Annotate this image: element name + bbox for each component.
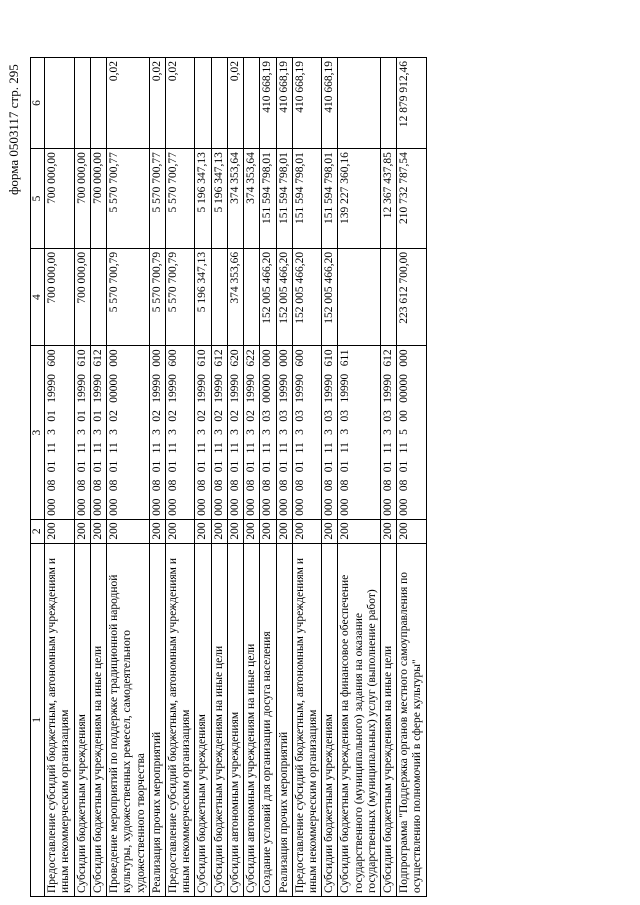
budget-code-part: 02 (212, 410, 225, 422)
budget-code-part: 000 (150, 498, 163, 516)
budget-code-part: 00000 (108, 374, 121, 403)
budget-code-part: 000 (398, 498, 411, 516)
budget-code-parts (339, 349, 352, 515)
row-budget-code (211, 346, 227, 519)
budget-code-part: 01 (108, 460, 121, 473)
budget-code-part: 620 (228, 349, 241, 367)
budget-code-part: 611 (339, 349, 352, 367)
row-executed: 5 196 347,13 (195, 149, 211, 249)
budget-code-part: 612 (91, 349, 104, 367)
budget-code-part: 01 (46, 460, 59, 473)
row-line-code: 200 (90, 519, 106, 543)
row-unexecuted (74, 58, 90, 149)
row-approved: 5 196 347,13 (195, 248, 211, 346)
budget-code-part: 01 (245, 460, 258, 473)
row-approved (90, 248, 106, 346)
row-budget-code (195, 346, 211, 519)
budget-code-part: 19990 (228, 374, 241, 403)
budget-code-part: 19990 (293, 374, 306, 403)
table-row (165, 58, 194, 897)
budget-code-part: 01 (323, 460, 336, 473)
row-unexecuted: 410 668,19 (260, 58, 276, 149)
row-name: Субсидии автономным учреждениям на иные цели (244, 543, 260, 896)
budget-code-part: 01 (75, 410, 88, 422)
budget-code-parts (108, 349, 121, 515)
row-executed: 5 570 700,77 (149, 149, 165, 249)
budget-code-part: 08 (261, 479, 274, 492)
budget-code-part: 19990 (212, 374, 225, 403)
row-name: Субсидии бюджетным учреждениям на иные цели (90, 543, 106, 896)
budget-code-parts (382, 349, 395, 515)
row-approved (338, 248, 381, 346)
row-budget-code (149, 346, 165, 519)
header-cell-3: 3 (31, 346, 45, 519)
row-line-code: 200 (74, 519, 90, 543)
budget-code-part: 11 (166, 442, 179, 454)
row-unexecuted (381, 58, 397, 149)
budget-code-part: 08 (108, 479, 121, 492)
budget-code-part: 03 (293, 410, 306, 422)
budget-code-part: 11 (228, 442, 241, 454)
row-unexecuted: 0,02 (149, 58, 165, 149)
budget-code-part: 01 (166, 460, 179, 473)
budget-code-part: 000 (277, 498, 290, 516)
row-name: Субсидии бюджетным учреждениям на финансовое обеспечение государственного (муниципального) задания на оказание государственных (муниципальных) услуг (выполнение работ) (338, 543, 381, 896)
budget-code-part: 03 (277, 410, 290, 422)
budget-code-part: 19990 (75, 374, 88, 403)
row-line-code: 200 (165, 519, 194, 543)
row-name: Реализация прочих мероприятий (276, 543, 292, 896)
budget-code-part: 000 (277, 349, 290, 367)
row-unexecuted: 0,02 (227, 58, 243, 149)
table-row (397, 58, 426, 897)
budget-code-part: 19990 (166, 374, 179, 403)
table-row (244, 58, 260, 897)
budget-code-part: 11 (323, 442, 336, 454)
budget-code-parts (92, 349, 105, 515)
budget-code-part: 11 (212, 442, 225, 454)
row-executed: 12 367 437,85 (381, 149, 397, 249)
row-budget-code (322, 346, 338, 519)
row-unexecuted (90, 58, 106, 149)
budget-code-part: 000 (261, 349, 274, 367)
budget-code-part: 19990 (150, 374, 163, 403)
budget-code-part: 3 (245, 429, 258, 435)
budget-code-part: 03 (261, 410, 274, 422)
budget-code-part: 11 (91, 442, 104, 454)
budget-code-part: 03 (323, 410, 336, 422)
row-approved: 5 570 700,79 (165, 248, 194, 346)
header-row (31, 58, 45, 897)
budget-code-part: 03 (339, 409, 352, 422)
budget-code-part: 000 (228, 498, 241, 516)
table-row (211, 58, 227, 897)
row-executed: 151 594 798,01 (276, 149, 292, 249)
row-line-code: 200 (107, 519, 150, 543)
row-line-code: 200 (322, 519, 338, 543)
budget-code-part: 600 (46, 349, 59, 367)
row-unexecuted: 0,02 (165, 58, 194, 149)
budget-code-part: 11 (277, 442, 290, 454)
budget-code-parts (167, 349, 180, 515)
budget-code-part: 610 (196, 349, 209, 367)
budget-code-part: 00 (398, 410, 411, 422)
row-unexecuted: 410 668,19 (276, 58, 292, 149)
budget-code-part: 01 (228, 460, 241, 473)
row-executed: 5 570 700,77 (165, 149, 194, 249)
budget-code-part: 000 (166, 498, 179, 516)
header-cell-5: 5 (31, 149, 45, 249)
row-unexecuted (338, 58, 381, 149)
row-name: Субсидии бюджетным учреждениям на иные цели (381, 543, 397, 896)
budget-code-part: 08 (228, 479, 241, 492)
budget-code-part: 01 (293, 460, 306, 473)
budget-code-part: 11 (108, 442, 121, 454)
row-budget-code (165, 346, 194, 519)
row-approved: 152 005 466,20 (260, 248, 276, 346)
row-approved: 5 570 700,79 (149, 248, 165, 346)
row-line-code: 200 (195, 519, 211, 543)
row-name: Проведение мероприятий по поддержке традиционной народной культуры, художественных ремесел, самодеятельного художественного творчества (107, 543, 150, 896)
row-approved: 152 005 466,20 (292, 248, 321, 346)
budget-code-part: 02 (196, 410, 209, 422)
budget-code-part: 08 (323, 479, 336, 492)
row-line-code: 200 (211, 519, 227, 543)
budget-code-part: 3 (339, 428, 352, 435)
row-budget-code (276, 346, 292, 519)
table-row (381, 58, 397, 897)
table-row (45, 58, 74, 897)
budget-code-part: 622 (245, 349, 258, 367)
row-unexecuted: 410 668,19 (322, 58, 338, 149)
row-line-code: 200 (397, 519, 426, 543)
row-budget-code (292, 346, 321, 519)
budget-code-parts (76, 349, 89, 515)
budget-code-part: 000 (75, 498, 88, 516)
row-unexecuted: 0,02 (107, 58, 150, 149)
budget-code-part: 3 (277, 429, 290, 435)
row-name: Предоставление субсидий бюджетным, автономным учреждениям и иным некоммерческим организациям (292, 543, 321, 896)
budget-code-part: 612 (382, 349, 395, 367)
budget-code-parts (46, 349, 59, 515)
table-row (227, 58, 243, 897)
budget-code-part: 11 (339, 442, 352, 454)
budget-code-part: 000 (108, 349, 121, 367)
row-unexecuted: 410 668,19 (292, 58, 321, 149)
row-line-code: 200 (45, 519, 74, 543)
budget-code-part: 02 (228, 410, 241, 422)
row-budget-code (381, 346, 397, 519)
budget-code-part: 000 (91, 498, 104, 516)
budget-code-part: 600 (166, 349, 179, 367)
budget-code-part: 3 (108, 429, 121, 435)
budget-code-part: 000 (196, 498, 209, 516)
budget-code-part: 19990 (46, 374, 59, 403)
budget-code-part: 3 (91, 429, 104, 435)
budget-code-part: 000 (46, 498, 59, 516)
budget-code-part: 000 (212, 498, 225, 516)
budget-code-part: 3 (150, 429, 163, 435)
row-line-code: 200 (338, 519, 381, 543)
row-name: Субсидии бюджетным учреждениям (195, 543, 211, 896)
budget-code-part: 610 (323, 349, 336, 367)
row-budget-code (74, 346, 90, 519)
row-line-code: 200 (244, 519, 260, 543)
budget-code-part: 11 (196, 442, 209, 454)
budget-code-parts (213, 349, 226, 515)
budget-code-part: 000 (382, 498, 395, 516)
row-executed: 151 594 798,01 (322, 149, 338, 249)
budget-code-part: 08 (398, 479, 411, 492)
budget-code-part: 19990 (277, 374, 290, 403)
budget-code-parts (398, 349, 411, 515)
header-cell-2: 2 (31, 519, 45, 543)
row-budget-code (260, 346, 276, 519)
row-budget-code (227, 346, 243, 519)
budget-code-part: 01 (261, 460, 274, 473)
budget-code-parts (278, 349, 291, 515)
budget-code-part: 000 (150, 349, 163, 367)
row-executed: 210 732 787,54 (397, 149, 426, 249)
budget-code-part: 000 (398, 349, 411, 367)
row-unexecuted: 12 879 912,46 (397, 58, 426, 149)
row-budget-code (45, 346, 74, 519)
budget-code-part: 3 (166, 429, 179, 435)
row-name: Предоставление субсидий бюджетным, автономным учреждениям и иным некоммерческим организациям (165, 543, 194, 896)
row-approved (244, 248, 260, 346)
budget-code-part: 03 (382, 410, 395, 422)
table-row (292, 58, 321, 897)
row-executed: 5 570 700,77 (107, 149, 150, 249)
row-name: Субсидии автономным учреждениям (227, 543, 243, 896)
budget-code-part: 01 (150, 460, 163, 473)
budget-code-part: 000 (261, 498, 274, 516)
budget-code-part: 3 (212, 429, 225, 435)
row-approved: 374 353,66 (227, 248, 243, 346)
budget-code-parts (294, 349, 307, 515)
budget-code-part: 19990 (196, 374, 209, 403)
budget-code-part: 11 (150, 442, 163, 454)
budget-code-part: 11 (46, 442, 59, 454)
budget-table (30, 57, 427, 897)
budget-code-part: 11 (75, 442, 88, 454)
row-name: Реализация прочих мероприятий (149, 543, 165, 896)
budget-code-part: 19990 (339, 373, 352, 403)
budget-code-parts (229, 349, 242, 515)
budget-code-part: 000 (323, 498, 336, 516)
row-unexecuted (195, 58, 211, 149)
row-executed: 151 594 798,01 (260, 149, 276, 249)
budget-code-part: 19990 (323, 374, 336, 403)
budget-code-part: 11 (293, 442, 306, 454)
budget-code-part: 000 (293, 498, 306, 516)
row-approved: 152 005 466,20 (276, 248, 292, 346)
budget-code-part: 000 (245, 498, 258, 516)
row-name: Подпрограмма "Поддержка органов местного самоуправления по осуществлению полномочий в сфере культуры" (397, 543, 426, 896)
budget-code-part: 01 (382, 460, 395, 473)
table-row (338, 58, 381, 897)
row-budget-code (397, 346, 426, 519)
table-row (322, 58, 338, 897)
table-body (31, 58, 427, 897)
header-cell-6: 6 (31, 58, 45, 149)
table-row (260, 58, 276, 897)
budget-code-part: 00000 (398, 374, 411, 403)
header-cell-4: 4 (31, 248, 45, 346)
budget-code-part: 08 (382, 479, 395, 492)
budget-code-part: 08 (293, 479, 306, 492)
budget-code-part: 19990 (91, 374, 104, 403)
budget-code-part: 08 (339, 479, 352, 492)
budget-code-parts (151, 349, 164, 515)
row-approved: 152 005 466,20 (322, 248, 338, 346)
budget-code-part: 600 (293, 349, 306, 367)
row-approved: 223 612 700,00 (397, 248, 426, 346)
row-approved: 5 570 700,79 (107, 248, 150, 346)
budget-code-part: 5 (398, 429, 411, 435)
budget-code-part: 08 (150, 479, 163, 492)
budget-code-part: 02 (245, 410, 258, 422)
budget-code-part: 3 (228, 429, 241, 435)
budget-code-parts (261, 349, 274, 515)
budget-code-part: 08 (75, 479, 88, 492)
budget-code-part: 08 (166, 479, 179, 492)
budget-code-part: 01 (212, 460, 225, 473)
budget-code-part: 08 (46, 479, 59, 492)
budget-code-parts (196, 349, 209, 515)
budget-code-parts (245, 349, 258, 515)
row-approved: 700 000,00 (74, 248, 90, 346)
budget-code-part: 3 (196, 429, 209, 435)
budget-code-part: 11 (398, 442, 411, 454)
row-budget-code (90, 346, 106, 519)
row-executed: 700 000,00 (45, 149, 74, 249)
row-unexecuted (244, 58, 260, 149)
row-line-code: 200 (276, 519, 292, 543)
budget-code-part: 3 (75, 429, 88, 435)
budget-code-part: 01 (91, 460, 104, 473)
row-executed: 151 594 798,01 (292, 149, 321, 249)
budget-code-part: 01 (196, 460, 209, 473)
row-budget-code (244, 346, 260, 519)
row-budget-code (107, 346, 150, 519)
row-unexecuted (45, 58, 74, 149)
budget-code-part: 3 (261, 429, 274, 435)
form-label: форма 0503117 стр. 295 (6, 64, 21, 195)
budget-code-part: 612 (212, 349, 225, 367)
row-executed: 700 000,00 (74, 149, 90, 249)
budget-code-part: 01 (339, 460, 352, 473)
row-approved (381, 248, 397, 346)
budget-code-part: 08 (196, 479, 209, 492)
row-unexecuted (211, 58, 227, 149)
row-executed: 700 000,00 (90, 149, 106, 249)
row-line-code: 200 (260, 519, 276, 543)
table-row (107, 58, 150, 897)
table-row (276, 58, 292, 897)
budget-code-part: 000 (339, 498, 352, 516)
budget-code-part: 01 (277, 460, 290, 473)
row-name: Субсидии бюджетным учреждениям (74, 543, 90, 896)
row-name: Субсидии бюджетным учреждениям на иные цели (211, 543, 227, 896)
row-name: Предоставление субсидий бюджетным, автономным учреждениям и иным некоммерческим организациям (45, 543, 74, 896)
row-line-code: 200 (227, 519, 243, 543)
table-row (90, 58, 106, 897)
row-line-code: 200 (292, 519, 321, 543)
row-executed: 374 353,64 (227, 149, 243, 249)
budget-code-part: 01 (91, 410, 104, 422)
row-name: Субсидии бюджетным учреждениям (322, 543, 338, 896)
budget-code-part: 11 (261, 442, 274, 454)
table-row (74, 58, 90, 897)
budget-code-part: 19990 (382, 374, 395, 403)
row-executed: 139 227 360,16 (338, 149, 381, 249)
budget-code-part: 01 (398, 460, 411, 473)
table-row (195, 58, 211, 897)
row-approved (211, 248, 227, 346)
budget-code-part: 01 (46, 410, 59, 422)
budget-code-part: 000 (108, 498, 121, 516)
budget-code-part: 3 (382, 429, 395, 435)
row-name: Создание условий для организации досуга населения (260, 543, 276, 896)
row-line-code: 200 (149, 519, 165, 543)
budget-code-part: 3 (46, 429, 59, 435)
budget-code-part: 02 (108, 410, 121, 422)
budget-code-part: 11 (245, 442, 258, 454)
table-row (149, 58, 165, 897)
budget-code-part: 610 (75, 349, 88, 367)
budget-code-part: 00000 (261, 374, 274, 403)
budget-code-part: 19990 (245, 374, 258, 403)
budget-code-part: 3 (323, 429, 336, 435)
budget-code-part: 08 (245, 479, 258, 492)
header-cell-1: 1 (31, 543, 45, 896)
budget-code-part: 11 (382, 442, 395, 454)
row-approved: 700 000,00 (45, 248, 74, 346)
budget-code-part: 01 (75, 460, 88, 473)
row-executed: 5 196 347,13 (211, 149, 227, 249)
budget-code-part: 08 (212, 479, 225, 492)
row-budget-code (338, 346, 381, 519)
row-line-code: 200 (381, 519, 397, 543)
budget-code-part: 08 (91, 479, 104, 492)
budget-code-part: 02 (166, 410, 179, 422)
row-executed: 374 353,64 (244, 149, 260, 249)
budget-code-part: 02 (150, 410, 163, 422)
budget-code-parts (323, 349, 336, 515)
budget-code-part: 3 (293, 429, 306, 435)
budget-code-part: 08 (277, 479, 290, 492)
